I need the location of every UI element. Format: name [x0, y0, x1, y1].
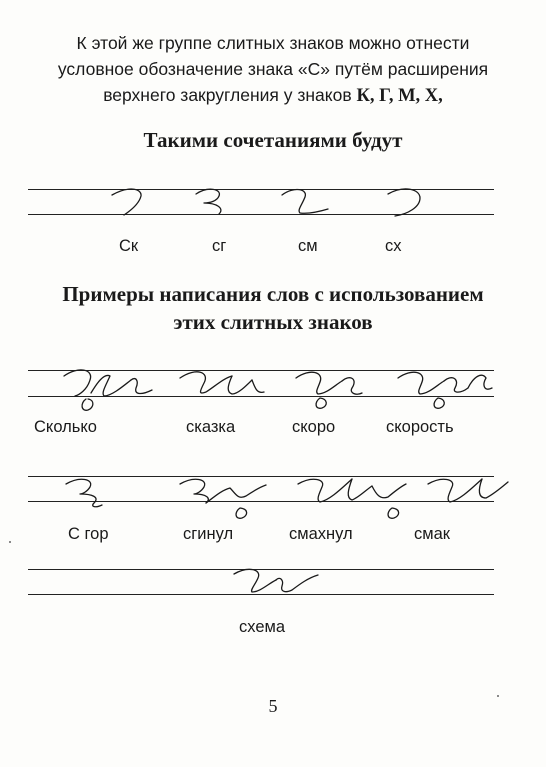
shorthand-smak [428, 479, 508, 502]
combination-label: сг [212, 237, 227, 255]
word-label: сказка [186, 418, 236, 436]
intro-line-2: условное обозначение знака «С» путём расширения [57, 59, 489, 79]
shorthand-sm [282, 189, 328, 213]
shorthand-sg [196, 189, 221, 214]
shorthand-sk [112, 189, 141, 215]
shorthand-s-gor [66, 479, 102, 506]
intro-line-3-text: верхнего закругления у знаков [103, 85, 357, 105]
page-number: 5 [268, 696, 278, 716]
combinations-heading: Такими сочетаниями будут [143, 128, 403, 152]
word-label: скоро [292, 418, 336, 436]
scan-speck [497, 695, 499, 697]
intro-letters: К, Г, М, Х, [356, 86, 443, 106]
shorthand-sginul [180, 479, 266, 518]
shorthand-skazka [180, 372, 264, 394]
shorthand-skorost [398, 372, 492, 408]
combination-label: сх [385, 237, 402, 255]
word-label: Сколько [34, 418, 97, 436]
word-label: смахнул [289, 525, 353, 543]
word-label: схема [239, 618, 286, 636]
word-label: смак [414, 525, 450, 543]
examples-heading-line-2: этих слитных знаков [173, 310, 373, 334]
intro-line-1: К этой же группе слитных знаков можно отнести [76, 33, 470, 53]
scan-speck [9, 541, 11, 543]
shorthand-skoro [296, 372, 362, 408]
shorthand-shema [234, 569, 318, 592]
word-label: скорость [386, 418, 454, 436]
shorthand-sx [388, 189, 420, 216]
combination-label: Ск [119, 237, 139, 255]
combination-label: см [298, 237, 318, 255]
shorthand-smahnul [298, 479, 406, 518]
examples-heading-line-1: Примеры написания слов с использованием [62, 282, 484, 306]
word-label: сгинул [183, 525, 234, 543]
shorthand-skolko [64, 370, 152, 410]
word-label: С гор [68, 525, 109, 543]
